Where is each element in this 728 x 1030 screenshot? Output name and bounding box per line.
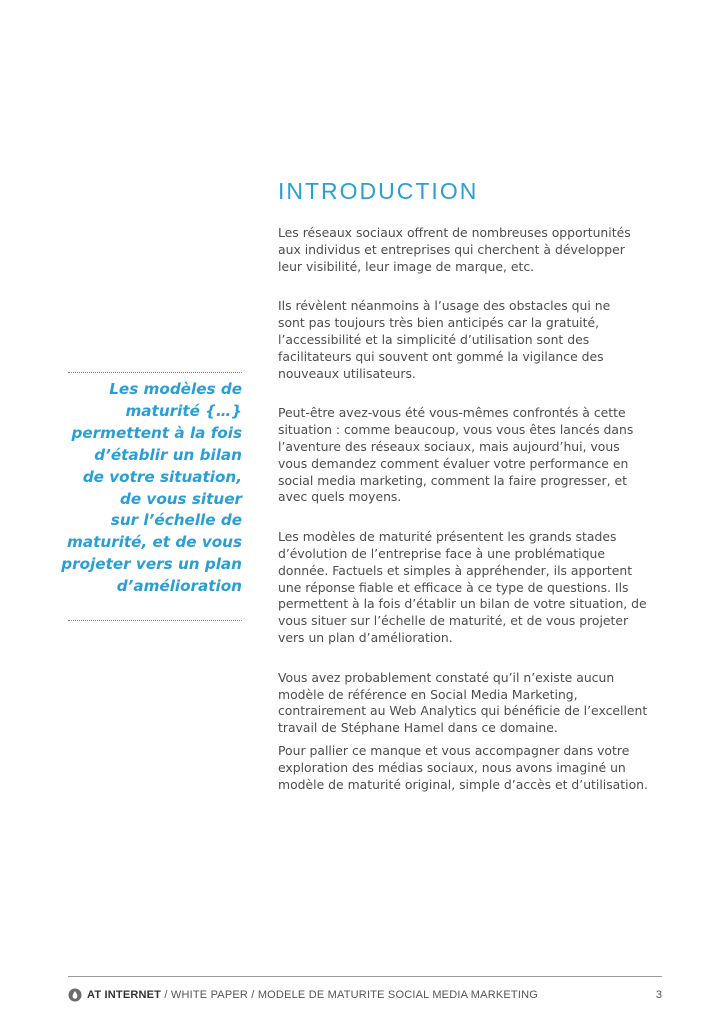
at-internet-logo-icon — [68, 988, 82, 1002]
body-text — [278, 225, 668, 793]
paragraph-2: Ils révèlent néanmoins à l’usage des obstacles qui ne sont pas toujours très bien anticipés car la gratuité, l’accessibilité et la simplicité d’utilisation sont des facilitateurs qui souvent ont gommé la vigilance des nouveaux utilisateurs. — [278, 298, 611, 381]
footer-brand: AT INTERNET — [87, 989, 162, 1001]
pull-quote-bottom-rule — [68, 620, 242, 621]
pull-quote-top-rule — [68, 372, 242, 373]
paragraph-1: Les réseaux sociaux offrent de nombreuses opportunités aux individus et entreprises qui cherchent à développer leur visibilité, leur image de marque, etc. — [278, 225, 631, 274]
paragraph-4: Les modèles de maturité présentent les grands stades d’évolution de l’entreprise face à une problématique donnée. Factuels et simples à appréhender, ils apportent une réponse fiable et efficace à ce type de questions. Ils permettent à la fois d’établir un bilan de votre situation, de vous situer sur l’échelle de maturité, et de vous projeter vers un plan d’amélioration. — [278, 529, 647, 645]
page-number: 3 — [655, 989, 662, 1001]
footer — [68, 988, 662, 1004]
pull-quote: Les modèles de maturité {…} permettent à la fois d’établir un bilan de votre situation, de vous situer sur l’échelle de maturité, et de vous projeter vers un plan d’amélioration — [61, 380, 242, 596]
footer-path — [87, 989, 538, 1001]
paragraph-5: Vous avez probablement constaté qu’il n’existe aucun modèle de référence en Social Media Marketing, contrairement au Web Analytics qui bénéficie de l’excellent travail de Stéphane Hamel dans ce domaine. — [278, 669, 648, 736]
footer-rule — [68, 976, 662, 977]
section-heading: INTRODUCTION — [278, 178, 479, 204]
footer-breadcrumb: / WHITE PAPER / MODELE DE MATURITE SOCIAL MEDIA MARKETING — [161, 989, 538, 1001]
paragraph-3: Peut-être avez-vous été vous-mêmes confrontés à cette situation : comme beaucoup, vous vous êtes lancés dans l’aventure des réseaux sociaux, mais aujourd’hui, vous vous demandez comment évaluer votre performance en social media marketing, comment la faire progresser, et avec quels moyens. — [278, 405, 634, 505]
paragraph-6: Pour pallier ce manque et vous accompagner dans votre exploration des médias sociaux, nous avons imaginé un modèle de maturité original, simple d’accès et d’utilisation. — [278, 742, 648, 792]
